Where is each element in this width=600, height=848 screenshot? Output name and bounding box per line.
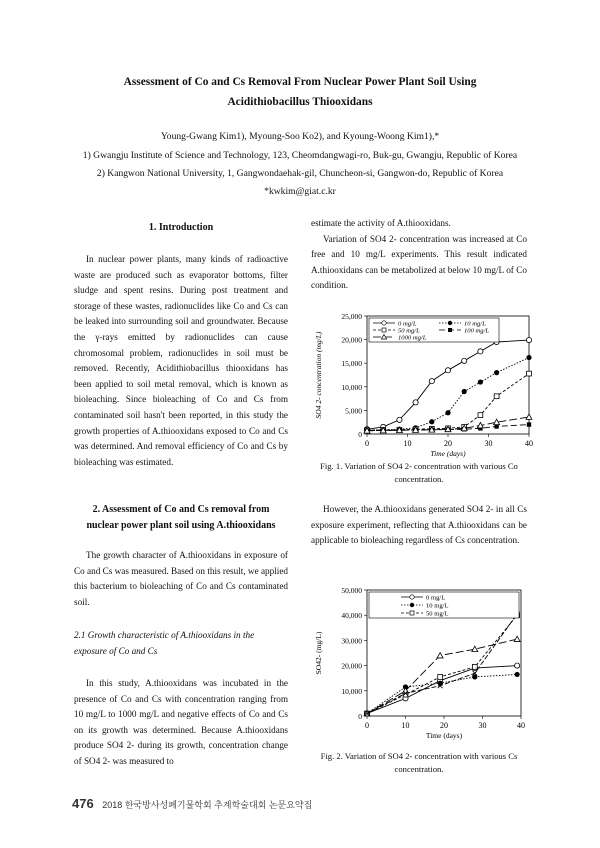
data-point (397, 417, 402, 422)
series-line-4 (367, 614, 517, 714)
section2-paragraph (74, 548, 288, 610)
right-paragraph-3: However, the A.thiooxidans generated SO4 2- in all Cs exposure experiment, reflecting that A.thiooxidans can be applicable to bioleaching regardless of Cs concentration. (311, 504, 527, 546)
data-point (514, 636, 520, 641)
data-point (429, 379, 434, 384)
affiliation-2: 2) Kangwon National University, 1, Gangwondaehak-gil, Chuncheon-si, Gangwon-do, Republic of Korea (96, 168, 504, 179)
figure-1-chart (311, 308, 537, 458)
legend-marker (410, 611, 414, 615)
data-point (527, 422, 531, 426)
y-tick-label: 50,000 (341, 586, 362, 595)
authors: Young-Gwang Kim1), Myoung-Soo Ko2), and Kyoung-Woong Kim1),* (160, 131, 440, 142)
right-column-text-top (311, 216, 527, 294)
right-paragraph-1: estimate the activity of A.thiooxidans. (311, 218, 451, 228)
y-tick-label: 0 (358, 712, 362, 721)
x-tick-label: 20 (444, 439, 452, 448)
footer-text: 2018 한국방사성폐기물학회 추계학술대회 논문요약집 (102, 800, 313, 810)
subsection-2-1-paragraph (74, 676, 288, 770)
y-tick-label: 30,000 (341, 636, 362, 646)
data-point (526, 337, 531, 342)
data-point (515, 663, 520, 668)
x-axis-label: Time (days) (430, 449, 466, 458)
paper-title-line1: Assessment of Co and Cs Removal From Nuclear Power Plant Soil Using (123, 76, 477, 88)
legend-entry: 10 mg/L (464, 320, 486, 328)
x-tick-label: 0 (365, 721, 369, 730)
x-tick-label: 30 (484, 439, 493, 448)
x-tick-label: 40 (525, 439, 533, 448)
subsection-2-1-heading: 2.1 Growth characteristic of A.thiooxidans in the exposure of Co and Cs (74, 630, 255, 656)
legend-marker (448, 328, 452, 332)
section2-heading (74, 502, 288, 534)
y-axis-label: SO4 2- concentration (mg/L) (314, 331, 323, 419)
data-point (478, 349, 483, 354)
data-point (527, 371, 532, 376)
data-point (445, 368, 450, 373)
page-footer (72, 796, 312, 811)
legend-entry: 50 mg/L (426, 610, 449, 618)
data-point (526, 355, 531, 360)
section2-heading-line1: 2. Assessment of Co and Cs removal from (92, 504, 270, 515)
data-point (462, 358, 467, 363)
contact-email: *kwkim@giat.c.kr (264, 186, 336, 197)
legend-marker (410, 603, 414, 607)
legend-entry: 0 mg/L (398, 320, 417, 328)
affiliation-1: 1) Gwangju Institute of Science and Technology, 123, Cheomdangwagi-ro, Buk-gu, Gwangju, Republic of Korea (82, 150, 518, 161)
data-point (462, 389, 467, 394)
subsection-2-1-text: In this study, A.thiooxidans was incubated in the presence of Co and Cs with concentration ranging from 10 mg/L to 1000 mg/L and negative effects of Co and Cs on its growth was determined. Because A.thiooxidans produce SO4 2- during its growth, concentration change of SO4 2- was measured to (74, 678, 288, 766)
y-tick-label: 20,000 (341, 335, 362, 345)
legend-marker (382, 321, 386, 325)
x-tick-label: 40 (517, 721, 525, 730)
figure-2-chart (311, 582, 537, 748)
section2-text: The growth character of A.thiooxidans in exposure of Co and Cs was measured. Based on this result, we applied this bacterium to bioleaching of Co and Cs contaminated soil. (74, 550, 288, 607)
series-line-2 (367, 615, 517, 713)
y-tick-label: 20,000 (341, 661, 362, 671)
y-tick-label: 5,000 (345, 406, 362, 416)
legend-marker (448, 321, 452, 325)
figure-1-caption: Fig. 1. Variation of SO4 2- concentration with various Co concentration. (320, 461, 518, 484)
data-point (478, 413, 483, 418)
y-tick-label: 0 (358, 430, 362, 439)
legend-entry: 100 mg/L (464, 327, 490, 335)
data-point (445, 410, 450, 415)
data-point (438, 675, 443, 680)
x-tick-label: 0 (365, 439, 369, 448)
y-tick-label: 25,000 (341, 312, 362, 321)
data-point (429, 419, 434, 424)
legend-marker (382, 328, 386, 332)
intro-heading: 1. Introduction (148, 222, 214, 233)
y-tick-label: 40,000 (341, 611, 362, 621)
data-point (494, 370, 499, 375)
data-point (472, 646, 478, 651)
data-point (494, 394, 499, 399)
x-tick-label: 30 (478, 721, 487, 730)
x-tick-label: 10 (401, 721, 410, 730)
intro-text: In nuclear power plants, many kinds of radioactive waste are produced such as evaporator bottoms, filter sludge and spent resins. During post treatment and storage of these wastes, radionuclides like Co and Cs can be leaked into surrounding soil and groundwater. Because the γ-rays emitted by radionuclides can cause chromosomal problem, radionuclides in soil must be removed. Recently, Acidithiobacillus thiooxidans has been applied to soil metal removal, which is known as bioleaching. Since bioleaching of Co and Cs from contaminated soil hasn't been reported, in this study the growth properties of A.thiooxidans exposed to Co and Cs was determined. And removal efficiency of Co and Cs by bioleaching was estimated. (74, 254, 288, 467)
page-number: 476 (72, 796, 94, 811)
paper-title-line2: Acidithiobacillus Thiooxidans (227, 96, 373, 108)
y-axis-label: SO42- (mg/L) (314, 631, 323, 675)
legend-entry: 50 mg/L (398, 327, 420, 335)
series-line-0 (367, 340, 529, 429)
x-tick-label: 10 (403, 439, 412, 448)
right-paragraph-2: Variation of SO4 2- concentration was increased at Co free and 10 mg/L experiments. This result indicated A.thiooxidans can be metabolized at below 10 mg/L of Co condition. (311, 233, 527, 291)
x-axis-label: Time (days) (425, 731, 463, 740)
intro-paragraph (74, 252, 288, 470)
series-line-2 (367, 374, 529, 431)
data-point (472, 664, 477, 669)
series-line-0 (367, 666, 517, 714)
legend-entry: 10 mg/L (426, 602, 449, 610)
legend-entry: 1000 mg/L (398, 334, 427, 342)
data-point (515, 672, 520, 677)
section2-heading-line2: nuclear power plant soil using A.thiooxidans (86, 520, 276, 531)
x-tick-label: 20 (440, 721, 448, 730)
data-point (478, 379, 483, 384)
y-tick-label: 15,000 (341, 359, 362, 369)
legend-entry: 0 mg/L (426, 594, 446, 602)
data-point (413, 400, 418, 405)
figure-2-caption: Fig. 2. Variation of SO4 2- concentration with various Cs concentration. (320, 751, 518, 774)
legend-marker (410, 595, 414, 599)
right-column-text-mid (311, 502, 527, 549)
data-point (526, 414, 532, 419)
y-tick-label: 10,000 (341, 686, 362, 696)
y-tick-label: 10,000 (341, 382, 362, 392)
data-point (437, 653, 443, 658)
